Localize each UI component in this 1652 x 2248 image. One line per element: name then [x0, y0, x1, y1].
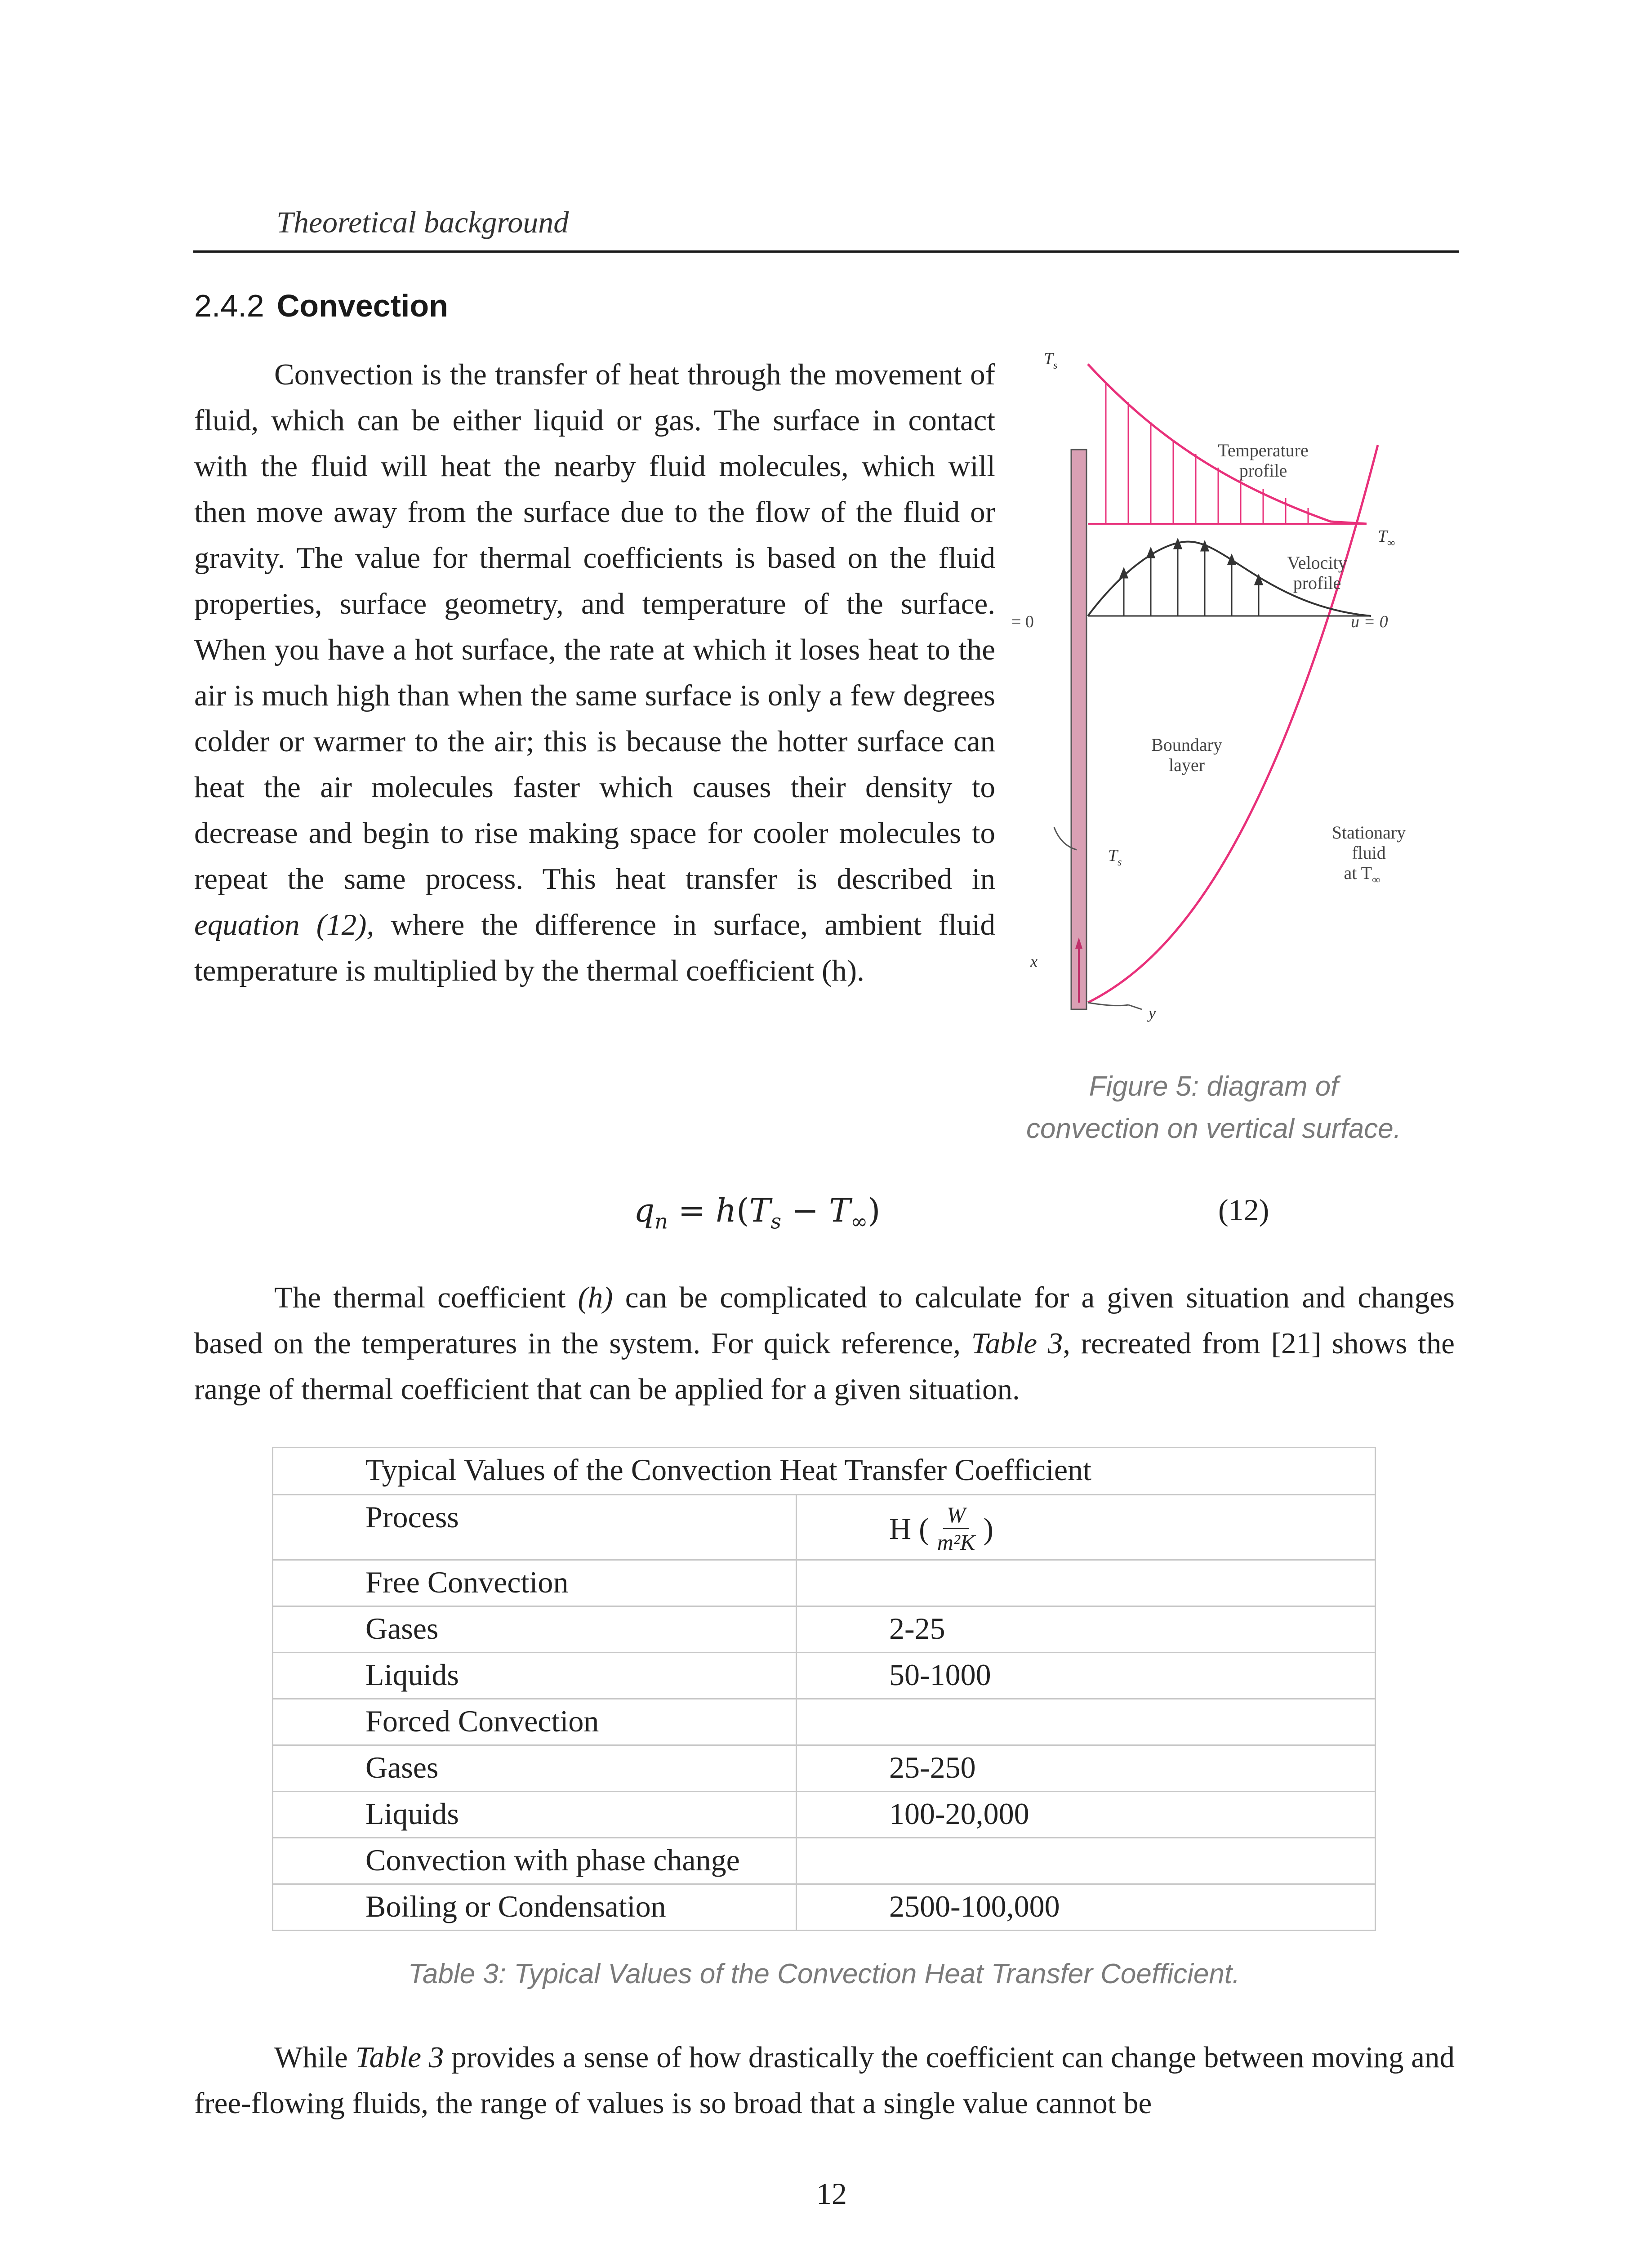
table-title: Typical Values of the Convection Heat Transfer Coefficient — [273, 1448, 1376, 1495]
velocity-profile-label: Velocity — [1287, 553, 1347, 573]
table-row — [273, 1838, 1376, 1884]
paragraph-thermal-coefficient — [194, 1275, 1455, 1412]
paragraph-text: provides a sense of how drastically the coefficient can change between moving and free-flowing fluids, the range of values is so broad that a single value cannot be — [194, 2041, 1455, 2120]
figure-caption-line: convection on vertical surface. — [1026, 1113, 1401, 1144]
table-cell-value: 25-250 — [797, 1745, 1376, 1792]
svg-text:profile: profile — [1239, 460, 1287, 481]
table-cell-value — [797, 1560, 1376, 1606]
convection-diagram — [993, 346, 1429, 1030]
temperature-profile-label: Temperature — [1218, 440, 1309, 460]
running-header: Theoretical background — [276, 205, 569, 239]
table-row — [273, 1884, 1376, 1931]
paragraph-text: Convection is the transfer of heat through the movement of fluid, which can be either liquid or gas. The surface in contact with the fluid will heat the nearby fluid molecules, which will then move away from the surface due to the flow of the fluid or gravity. The value for thermal coefficients is based on the fluid properties, surface geometry, and temperature of the surface. When you have a hot surface, the rate at which it loses heat to the air is much high than when the same surface is only a few degrees colder or warmer to the air; this is because the hotter surface can heat the air molecules faster which causes their density to decrease and begin to rise making space for cooler molecules to repeat the same process. This heat transfer is described in — [194, 358, 995, 896]
paragraph-text: where the difference in surface, ambient fluid temperature is multiplied by the thermal coefficient (h). — [194, 908, 996, 987]
table-cell-process: Gases — [273, 1606, 797, 1653]
table-row — [273, 1560, 1376, 1606]
table-row — [273, 1606, 1376, 1653]
table-cell-process: Gases — [273, 1745, 797, 1792]
section-heading — [194, 288, 448, 324]
svg-text:profile: profile — [1293, 573, 1341, 593]
table-cell-value — [797, 1838, 1376, 1884]
table-cell-process: Liquids — [273, 1653, 797, 1699]
equation-number: (12) — [1218, 1193, 1269, 1227]
equation-reference: equation (12), — [194, 908, 374, 941]
equation-12: $q_n = h(T_s - T_\infty)$ — [634, 1191, 881, 1234]
paragraph-text: The thermal coefficient — [274, 1281, 578, 1314]
stationary-fluid-label: Stationary — [1331, 822, 1406, 843]
eq-zero-label: = 0 — [1011, 612, 1034, 631]
u-zero-label: u = 0 — [1351, 612, 1388, 631]
paragraph-convection-intro — [194, 352, 995, 994]
figure-caption-line: Figure 5: diagram of — [1089, 1071, 1339, 1102]
table-row — [273, 1792, 1376, 1838]
table-row — [273, 1745, 1376, 1792]
ts-wall-label: $T_s$ — [1108, 846, 1122, 868]
table-reference: Table 3 — [355, 2041, 444, 2074]
paragraph-text: can be complicated to calculate for a given situation and changes based on the temperatures in the system. For quick reference, — [194, 1281, 1455, 1360]
heated-wall — [1071, 450, 1086, 1009]
ts-top-label: $T_s$ — [1044, 349, 1058, 371]
header-rule — [193, 250, 1459, 253]
y-axis-label: y — [1149, 1004, 1156, 1022]
column-header-h: H ( $\frac{W}{\text{m²K}}$ ) — [797, 1495, 1376, 1560]
table-cell-value — [797, 1699, 1376, 1745]
svg-text:layer: layer — [1169, 755, 1205, 775]
table-cell-value: 2500-100,000 — [797, 1884, 1376, 1931]
t-infinity-label: $T_\infty$ — [1378, 527, 1395, 549]
section-title: Convection — [276, 288, 448, 323]
column-header-process: Process — [273, 1495, 797, 1560]
figure-caption — [989, 1066, 1438, 1150]
table-cell-process: Boiling or Condensation — [273, 1884, 797, 1931]
svg-text:at T∞: at $T_\infty$ — [1344, 863, 1380, 886]
table-caption: Table 3: Typical Values of the Convection Heat Transfer Coefficient. — [408, 1958, 1240, 1989]
paragraph-table-discussion — [194, 2034, 1455, 2126]
table-cell-process: Liquids — [273, 1792, 797, 1838]
table-cell-process: Free Convection — [273, 1560, 797, 1606]
table-cell-process: Convection with phase change — [273, 1838, 797, 1884]
table-title-row — [273, 1448, 1376, 1495]
table-reference: Table 3 — [971, 1327, 1063, 1360]
convection-coefficient-table — [272, 1447, 1376, 1931]
x-axis-label: x — [1030, 952, 1038, 970]
table-header-row — [273, 1495, 1376, 1560]
wall-base-curve — [1088, 1003, 1128, 1006]
table-cell-value: 100-20,000 — [797, 1792, 1376, 1838]
h-symbol: (h) — [578, 1281, 613, 1314]
boundary-layer-curve — [1088, 445, 1378, 1003]
table-cell-value: 2-25 — [797, 1606, 1376, 1653]
table-row — [273, 1653, 1376, 1699]
section-number: 2.4.2 — [194, 288, 264, 323]
page-number: 12 — [816, 2177, 847, 2211]
paragraph-text: , recreated from [21] shows the range of thermal coefficient that can be applied for a given situation. — [194, 1327, 1455, 1406]
table-cell-value: 50-1000 — [797, 1653, 1376, 1699]
paragraph-text: While — [274, 2041, 356, 2074]
boundary-layer-label: Boundary — [1151, 735, 1222, 755]
table-cell-process: Forced Convection — [273, 1699, 797, 1745]
table-row — [273, 1699, 1376, 1745]
svg-text:fluid: fluid — [1352, 843, 1386, 863]
